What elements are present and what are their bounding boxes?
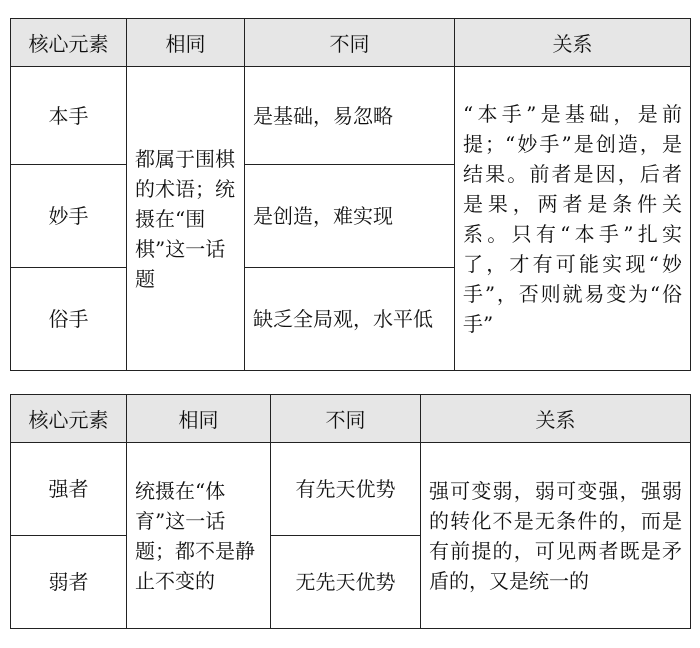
header-relation: 关系 xyxy=(455,19,691,67)
header-different: 不同 xyxy=(271,395,421,443)
element-cell: 俗手 xyxy=(11,268,127,371)
difference-cell: 是基础，易忽略 xyxy=(245,67,455,165)
element-cell: 本手 xyxy=(11,67,127,165)
difference-cell: 缺乏全局观，水平低 xyxy=(245,268,455,371)
header-relation: 关系 xyxy=(421,395,691,443)
header-same: 相同 xyxy=(127,19,245,67)
relation-text: “本手”是基础，是前提；“妙手”是创造，是结果。前者是因，后者是果，两者是条件关系。只有“本手”扎实了，才有可能实现“妙手”，否则就易变为“俗手” xyxy=(463,101,682,336)
difference-cell: 是创造，难实现 xyxy=(245,165,455,268)
same-text: 都属于围棋的术语；统摄在“围棋”这一话题 xyxy=(135,146,235,291)
element-cell: 妙手 xyxy=(11,165,127,268)
relation-cell xyxy=(421,443,691,629)
header-core-element: 核心元素 xyxy=(11,19,127,67)
header-same: 相同 xyxy=(127,395,271,443)
comparison-table-1 xyxy=(10,18,691,371)
same-text: 统摄在“体育”这一话题；都不是静止不变的 xyxy=(135,478,255,593)
element-cell: 强者 xyxy=(11,443,127,536)
header-core-element: 核心元素 xyxy=(11,395,127,443)
difference-cell: 无先天优势 xyxy=(271,536,421,629)
same-cell xyxy=(127,67,245,371)
comparison-table-2 xyxy=(10,394,691,629)
element-cell: 弱者 xyxy=(11,536,127,629)
difference-cell: 有先天优势 xyxy=(271,443,421,536)
same-cell xyxy=(127,443,271,629)
relation-text: 强可变弱，弱可变强，强弱的转化不是无条件的，而是有前提的，可见两者既是矛盾的，又是统一的 xyxy=(429,478,682,593)
header-different: 不同 xyxy=(245,19,455,67)
relation-cell xyxy=(455,67,691,371)
